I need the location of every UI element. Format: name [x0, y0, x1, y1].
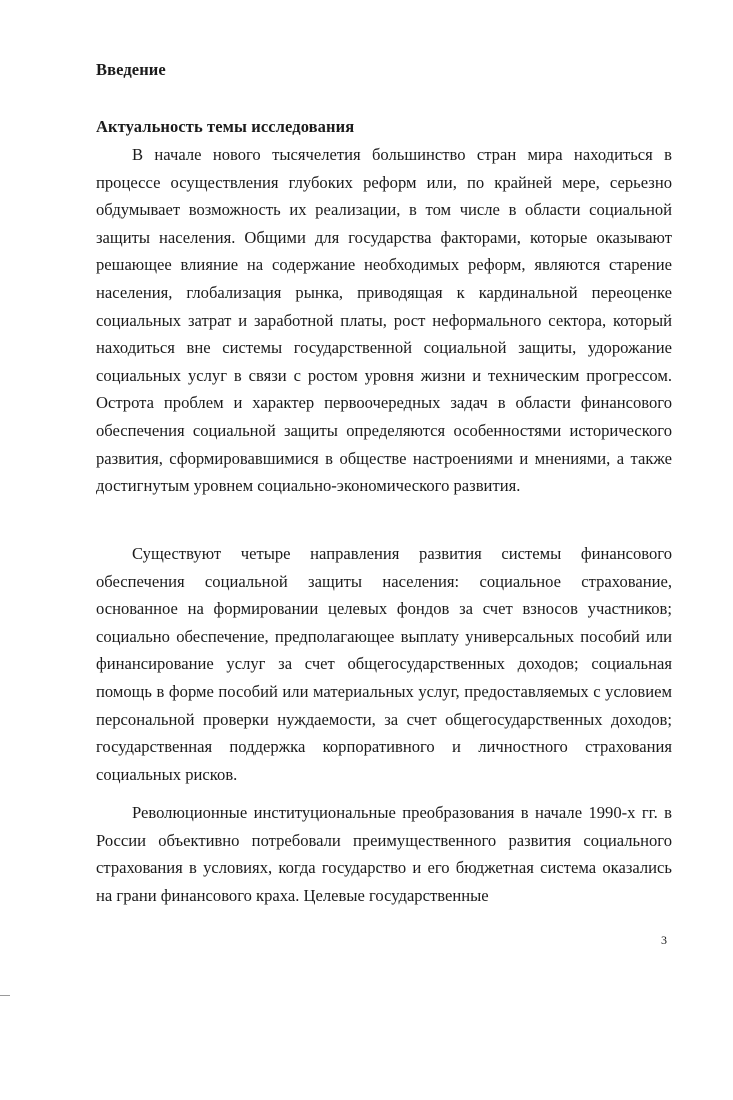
paragraph-1: В начале нового тысячелетия большинство стран мира находиться в процессе осуществления глубоких реформ или, по крайней мере, серьезно обдумывает возможность их реализации, в том числе в области социальной защиты населения. Общими для государства факторами, которые оказывают решающее влияние на содержание необходимых реформ, являются старение населения, глобализация рынка, приводящая к кардинальной переоценке социальных затрат и заработной платы, рост неформального сектора, который находиться вне системы государственной социальной защиты, удорожание социальных услуг в связи с ростом уровня жизни и техническим прогрессом. Острота проблем и характер первоочередных задач в области финансового обеспечения социальной защиты определяются особенностями исторического развития, сформировавшимися в обществе настроениями и мнениями, а также достигнутым уровнем социально-экономического развития. — [96, 145, 672, 496]
section-heading: Актуальность темы исследования — [96, 117, 355, 136]
scan-margin-mark — [0, 995, 10, 996]
page-title: Введение — [96, 60, 166, 79]
paragraph-2: Существуют четыре направления развития системы финансового обеспечения социальной защиты населения: социальное страхование, основанное на формировании целевых фондов за счет взносов участников; социально обеспечение, предполагающее выплату универсальных пособий или финансирование услуг за счет общегосударственных доходов; социальная помощь в форме пособий или материальных услуг, предоставляемых с условием персональной проверки нуждаемости, за счет общегосударственных доходов; государственная поддержка корпоративного и личностного страхования социальных рисков. — [96, 544, 672, 784]
paragraph-3: Революционные институциональные преобразования в начале 1990-х гг. в России объективно потребовали преимущественного развития социального страхования в условиях, когда государство и его бюджетная система оказались на грани финансового краха. Целевые государственные — [96, 803, 672, 905]
page-number: 3 — [661, 933, 667, 947]
